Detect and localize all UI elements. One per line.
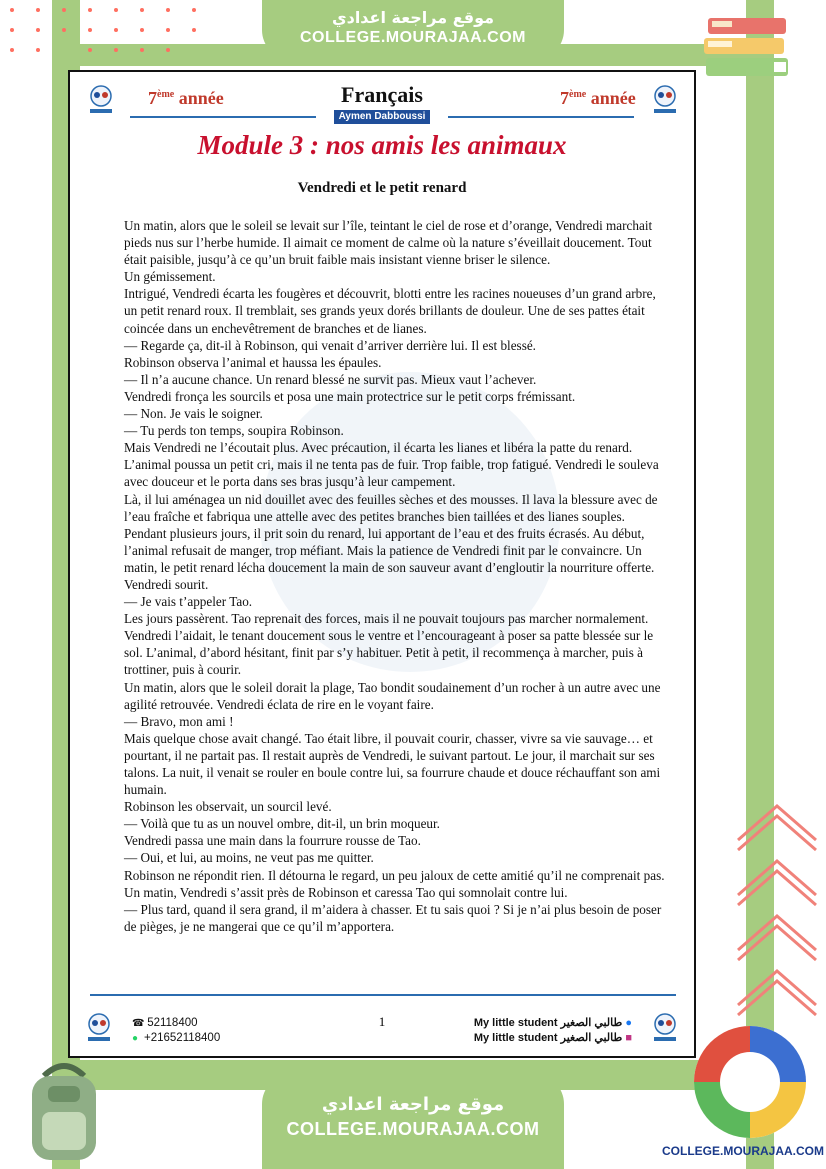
site-banner-bottom[interactable] (262, 1074, 564, 1169)
page-number: 1 (378, 1014, 386, 1029)
worksheet-header (70, 72, 694, 126)
chevrons-decoration (734, 800, 820, 1030)
student-logo-icon (648, 82, 682, 116)
decorative-dots (0, 0, 200, 60)
paragraph: — Tu perds ton temps, soupira Robinson. (124, 423, 344, 439)
subject-title: Français (341, 82, 423, 107)
paragraph: — Regarde ça, dit-il à Robinson, qui venait d’arriver derrière lui. Il est blessé. (124, 337, 536, 353)
grade-right: 7ème année (560, 88, 636, 108)
paragraph: Mais Vendredi ne l’écoutait plus. Avec précaution, il écarta les lianes et libéra la patte du renard. L’animal poussa un petit cri, mais il ne tenta pas de fuir. Trop faible, trop fatigué. Vendredi le souleva avec douceur et le porta dans ses bras jusqu’à leur campement. (124, 440, 659, 490)
worksheet-page (68, 70, 696, 1058)
student-logo-icon (648, 1010, 682, 1044)
site-domain[interactable]: COLLEGE.MOURAJAA.COM (286, 1119, 540, 1139)
paragraph: — Oui, et lui, au moins, ne veut pas me quitter. (124, 850, 374, 866)
subjects-wheel-icon (690, 1022, 810, 1142)
phone-icon: ☎ (132, 1018, 145, 1029)
author-name: Aymen Dabboussi (334, 110, 430, 124)
paragraph: Les jours passèrent. Tao reprenait des forces, mais il ne pouvait toujours pas marcher normalement. Vendredi l’aidait, le tenant doucement sous le ventre et l’encourageant à poser sa patte blessée sur le sol. L’animal, d’abord hésitant, finit par s’y habituer. Petit à petit, il recommença à marcher, puis à trottiner, puis à courir. (124, 611, 654, 678)
paragraph: Un gémissement. (124, 269, 216, 285)
paragraph: — Plus tard, quand il sera grand, il m’aidera à chasser. Et tu sais quoi ? Si je n’ai plus besoin de poser de pièges, je ne mangerai que ce qu’il m’apportera. (124, 901, 662, 934)
whatsapp-number: +21652118400 (144, 1032, 221, 1044)
paragraph: Là, il lui aménagea un nid douillet avec des feuilles sèches et des mousses. Il lava la blessure avec de l’eau fraîche et fabriqua une attelle avec des petites branches bien taillées et des lianes souples. Pendant plusieurs jours, il prit soin du renard, lui apportant de l’eau et des fruits écrasés. Au début, l’animal refusait de manger, trop méfiant. Mais la patience de Vendredi finit par le convaincre. Un matin, le petit renard lécha doucement la main de son sauveur avant d’engloutir la nourriture offerte. (124, 491, 658, 575)
instagram-link[interactable]: My little student طالبي الصغير (473, 1032, 623, 1044)
paragraph: Vendredi fronça les sourcils et posa une main protectrice sur le petit corps frémissant. (124, 388, 576, 404)
facebook-icon: ● (625, 1017, 632, 1029)
site-brand[interactable]: COLLEGE.MOURAJAA.COM (662, 1144, 824, 1158)
paragraph: — Il n’a aucune chance. Un renard blessé ne survit pas. Mieux vaut l’achever. (124, 371, 537, 387)
footer-rule (90, 994, 676, 996)
module-title: Module 3 : nos amis les animaux (197, 130, 567, 160)
books-icon (700, 12, 800, 92)
site-arabic-name: موقع مراجعة اعدادي (321, 1094, 505, 1115)
whatsapp-icon: ● (132, 1033, 139, 1044)
paragraph: — Je vais t’appeler Tao. (124, 594, 253, 610)
paragraph: Mais quelque chose avait changé. Tao était libre, il pouvait courir, chasser, vivre sa vie sauvage… et pourtant, il ne partait pas. Il restait auprès de Vendredi, le suivant partout. Le jour, il marchait sur ses talons. La nuit, il venait se rouler en boule contre lui, sa fourrure chaude et douce réchauffant son ami humain. (124, 730, 661, 798)
story-title: Vendredi et le petit renard (297, 180, 467, 196)
site-domain[interactable]: COLLEGE.MOURAJAA.COM (300, 29, 526, 46)
paragraph: Robinson observa l’animal et haussa les épaules. (124, 354, 382, 370)
instagram-icon: ■ (625, 1032, 632, 1044)
site-arabic-name: موقع مراجعة اعدادي (331, 8, 495, 27)
paragraph: Intrigué, Vendredi écarta les fougères et découvrit, blotti entre les racines noueuses d’un grand arbre, un petit renard roux. Il tremblait, ses grands yeux dorés brillants de douleur. Une de ses pattes était coincée dans un enchevêtrement de branches et de lianes. (124, 286, 656, 336)
social-links (474, 1016, 632, 1046)
header-rule-right (448, 116, 634, 118)
paragraph: Robinson les observait, un sourcil levé. (124, 799, 332, 815)
phone-number: 52118400 (147, 1017, 198, 1029)
story-text (124, 217, 668, 935)
paragraph: Vendredi sourit. (124, 576, 209, 592)
header-rule-left (130, 116, 316, 118)
paragraph: Vendredi passa une main dans la fourrure rousse de Tao. (124, 833, 421, 849)
paragraph: Un matin, Vendredi s’assit près de Robinson et caressa Tao qui somnolait contre lui. (124, 884, 568, 900)
backpack-icon (14, 1056, 114, 1164)
grade-left: 7ème année (148, 88, 224, 108)
paragraph: — Voilà que tu as un nouvel ombre, dit-il, un brin moqueur. (124, 816, 440, 832)
paragraph: — Non. Je vais le soigner. (124, 406, 263, 422)
paragraph: — Bravo, mon ami ! (124, 713, 234, 729)
paragraph: Robinson ne répondit rien. Il détourna le regard, un peu jaloux de cette amitié qu’il ne comprenait pas. (124, 867, 665, 883)
facebook-link[interactable]: My little student طالبي الصغير (473, 1017, 623, 1029)
worksheet-footer (70, 1002, 694, 1052)
paragraph: Un matin, alors que le soleil se levait sur l’île, teintant le ciel de rose et d’orange, Vendredi marchait pieds nus sur l’herbe humide. Il aimait ce moment de calme où la nature s’éveillait doucement. Tout était paisible, jusqu’à ce qu’un bruit faible mais insistant vienne briser le silence. (124, 218, 653, 268)
site-banner-top[interactable] (262, 0, 564, 60)
paragraph: Un matin, alors que le soleil dorait la plage, Tao bondit soudainement d’un rocher à un autre avec une agilité retrouvée. Vendredi éclata de rire en le voyant faire. (124, 679, 661, 712)
